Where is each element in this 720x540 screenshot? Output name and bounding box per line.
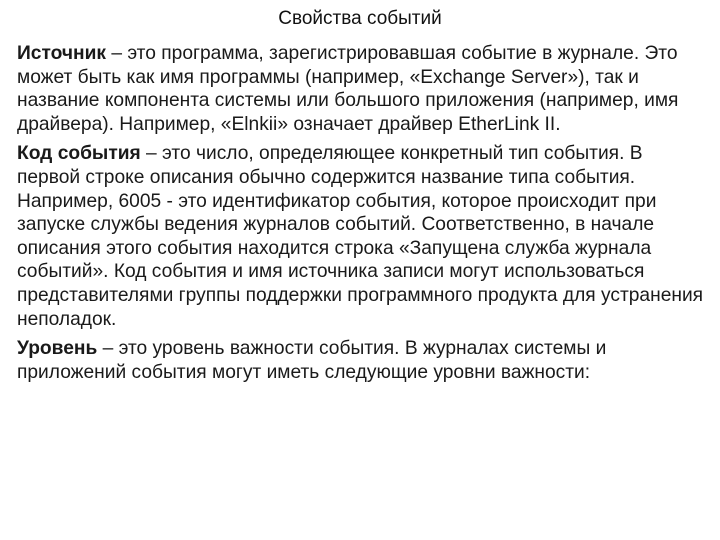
term-source: Источник: [17, 43, 106, 64]
paragraph-level-text: – это уровень важности события. В журналах системы и приложений события могут иметь следующие уровни важности:: [17, 338, 607, 383]
paragraph-event-code: [17, 142, 709, 331]
term-level: Уровень: [17, 338, 98, 360]
paragraph-source-text: – это программа, зарегистрировавшая событие в журнале. Это может быть как имя программы (например, «Exchange Server»), так и название компонента системы или большого приложения (например, имя драйвера). Например, «Elnkii» означает драйвер EtherLink II.: [17, 43, 679, 135]
term-event-code: Код события: [17, 143, 141, 165]
paragraph-event-code-text: – это число, определяющее конкретный тип события. В первой строке описания обычно содержится название типа события. Например, 6005 - это идентификатор события, которое происходит при запуске службы ведения журналов событий. Соответственно, в начале описания этого события находится строка «Запущена служба журнала событий». Код события и имя источника записи могут использоваться представителями группы поддержки программного продукта для устранения неполадок.: [17, 143, 704, 330]
slide-title: Свойства событий: [278, 8, 442, 29]
slide-body: [17, 42, 709, 390]
paragraph-level: [17, 337, 709, 384]
paragraph-source: [17, 42, 709, 136]
